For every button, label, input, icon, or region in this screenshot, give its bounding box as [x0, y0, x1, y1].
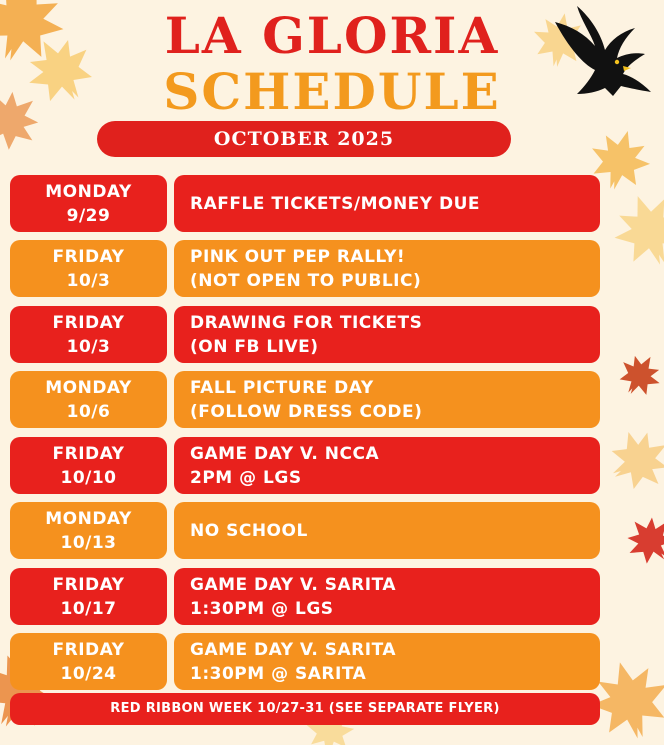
- schedule-row: [10, 306, 600, 363]
- event-line-1: DRAWING FOR TICKETS: [190, 312, 423, 333]
- eagle-icon: [551, 4, 663, 104]
- event-cell: [174, 306, 600, 363]
- date-label: 10/24: [60, 663, 117, 684]
- day-cell: [10, 240, 167, 297]
- event-cell: [174, 175, 600, 232]
- day-label: FRIDAY: [52, 443, 125, 464]
- day-label: MONDAY: [45, 377, 132, 398]
- day-cell: [10, 502, 167, 559]
- schedule-row: [10, 240, 600, 297]
- date-label: 10/10: [60, 467, 117, 488]
- event-cell: [174, 568, 600, 625]
- event-line-2: 1:30PM @ LGS: [190, 598, 334, 619]
- event-line-2: (FOLLOW DRESS CODE): [190, 401, 423, 422]
- title-line-2: SCHEDULE: [163, 62, 501, 121]
- schedule-row: [10, 633, 600, 690]
- day-cell: [10, 437, 167, 494]
- day-cell: [10, 306, 167, 363]
- date-label: 10/3: [66, 336, 111, 357]
- event-line-2: 2PM @ LGS: [190, 467, 302, 488]
- day-label: FRIDAY: [52, 639, 125, 660]
- day-label: FRIDAY: [52, 574, 125, 595]
- schedule-row: [10, 175, 600, 232]
- month-banner: OCTOBER 2025: [97, 121, 511, 157]
- day-label: MONDAY: [45, 508, 132, 529]
- event-line-1: FALL PICTURE DAY: [190, 377, 374, 398]
- footer-banner: RED RIBBON WEEK 10/27-31 (SEE SEPARATE FLYER): [10, 693, 600, 725]
- date-label: 9/29: [66, 205, 111, 226]
- event-line-2: (NOT OPEN TO PUBLIC): [190, 270, 422, 291]
- title-line-1: LA GLORIA: [164, 6, 500, 65]
- event-line-1: GAME DAY V. SARITA: [190, 639, 397, 660]
- event-cell: [174, 437, 600, 494]
- date-label: 10/3: [66, 270, 111, 291]
- date-label: 10/13: [60, 532, 117, 553]
- day-cell: [10, 568, 167, 625]
- event-cell: [174, 502, 600, 559]
- event-line-1: NO SCHOOL: [190, 520, 308, 541]
- schedule-row: [10, 502, 600, 559]
- day-cell: [10, 175, 167, 232]
- event-line-1: GAME DAY V. SARITA: [190, 574, 397, 595]
- event-cell: [174, 240, 600, 297]
- event-cell: [174, 633, 600, 690]
- event-line-1: PINK OUT PEP RALLY!: [190, 246, 406, 267]
- day-label: FRIDAY: [52, 246, 125, 267]
- day-label: MONDAY: [45, 181, 132, 202]
- date-label: 10/17: [60, 598, 117, 619]
- event-line-1: GAME DAY V. NCCA: [190, 443, 380, 464]
- day-cell: [10, 633, 167, 690]
- event-line-2: 1:30PM @ SARITA: [190, 663, 367, 684]
- event-line-2: (ON FB LIVE): [190, 336, 319, 357]
- schedule-row: [10, 568, 600, 625]
- event-cell: [174, 371, 600, 428]
- day-label: FRIDAY: [52, 312, 125, 333]
- day-cell: [10, 371, 167, 428]
- schedule-row: [10, 437, 600, 494]
- schedule-row: [10, 371, 600, 428]
- date-label: 10/6: [66, 401, 111, 422]
- event-line-1: RAFFLE TICKETS/MONEY DUE: [190, 193, 481, 214]
